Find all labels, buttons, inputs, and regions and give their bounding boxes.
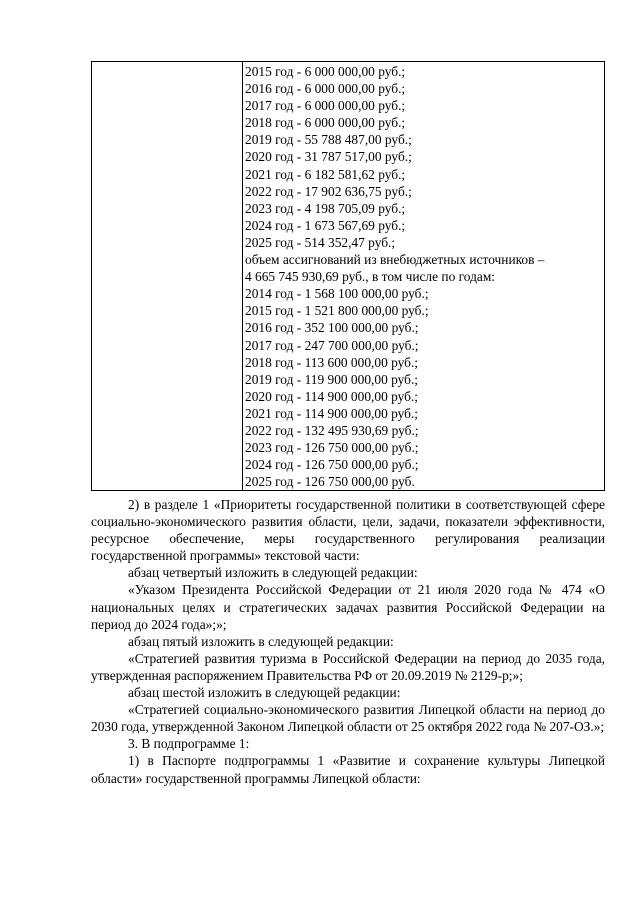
paragraph-6-text: «Стратегией социально-экономического развития Липецкой области на период до 2030 года, утвержденной Законом Липецкой области от 25 октября 2022 года № 207-ОЗ.»; bbox=[91, 702, 605, 735]
funding-line: 2017 год - 6 000 000,00 руб.; bbox=[245, 98, 406, 114]
funding-line: 2025 год - 126 750 000,00 руб. bbox=[245, 474, 415, 490]
funding-line: 2025 год - 514 352,47 руб.; bbox=[245, 234, 396, 250]
funding-line: 2018 год - 6 000 000,00 руб.; bbox=[245, 115, 406, 131]
funding-line: 2024 год - 126 750 000,00 руб.; bbox=[245, 457, 419, 473]
funding-line: 2024 год - 1 673 567,69 руб.; bbox=[245, 217, 406, 233]
funding-line: 2022 год - 17 902 636,75 руб.; bbox=[245, 183, 412, 199]
paragraph-6-heading: абзац шестой изложить в следующей редакции: bbox=[128, 685, 401, 701]
funding-line: 2020 год - 31 787 517,00 руб.; bbox=[245, 149, 412, 165]
paragraph-4-text: «Указом Президента Российской Федерации от 21 июля 2020 года № 474 «О национальных целях и стратегических задачах развития Российской Федерации на период до 2024 года»;»; bbox=[91, 582, 605, 632]
funding-line: 2019 год - 55 788 487,00 руб.; bbox=[245, 132, 412, 148]
paragraph-section-1-amendment: 2) в разделе 1 «Приоритеты государственной политики в соответствующей сфере социально-экономического развития области, цели, задачи, показатели эффективности, ресурсное обеспечение, меры государственного регулирования реализации государственной программы» текстовой части: bbox=[91, 497, 605, 564]
funding-line: 2022 год - 132 495 930,69 руб.; bbox=[245, 422, 419, 438]
funding-table bbox=[91, 61, 605, 491]
funding-line: 2016 год - 352 100 000,00 руб.; bbox=[245, 320, 419, 336]
funding-line: объем ассигнований из внебюджетных источников – bbox=[245, 252, 545, 268]
funding-line: 4 665 745 930,69 руб., в том числе по годам: bbox=[245, 269, 496, 285]
paragraph-4-heading: абзац четвертый изложить в следующей редакции: bbox=[128, 565, 418, 581]
subprogram-passport-text: 1) в Паспорте подпрограммы 1 «Развитие и сохранение культуры Липецкой области» государственной программы Липецкой области: bbox=[91, 753, 605, 786]
funding-line: 2015 год - 6 000 000,00 руб.; bbox=[245, 64, 406, 79]
funding-line: 2017 год - 247 700 000,00 руб.; bbox=[245, 337, 419, 353]
funding-line: 2021 год - 114 900 000,00 руб.; bbox=[245, 405, 419, 421]
funding-line: 2021 год - 6 182 581,62 руб.; bbox=[245, 166, 406, 182]
funding-line: 2019 год - 119 900 000,00 руб.; bbox=[245, 371, 419, 387]
table-column-divider bbox=[242, 62, 243, 490]
funding-line: 2016 год - 6 000 000,00 руб.; bbox=[245, 81, 406, 97]
funding-line: 2023 год - 126 750 000,00 руб.; bbox=[245, 440, 419, 456]
funding-line: 2020 год - 114 900 000,00 руб.; bbox=[245, 388, 419, 404]
paragraph-5-text: «Стратегией развития туризма в Российской Федерации на период до 2035 года, утвержденная распоряжением Правительства РФ от 20.09.2019 № 2129-р;»; bbox=[91, 650, 605, 683]
document-body bbox=[91, 496, 605, 787]
funding-line: 2014 год - 1 568 100 000,00 руб.; bbox=[245, 286, 429, 302]
funding-line: 2023 год - 4 198 705,09 руб.; bbox=[245, 200, 406, 216]
paragraph-5-heading: абзац пятый изложить в следующей редакции: bbox=[128, 633, 394, 649]
funding-line: 2015 год - 1 521 800 000,00 руб.; bbox=[245, 303, 429, 319]
funding-line: 2018 год - 113 600 000,00 руб.; bbox=[245, 354, 419, 370]
subprogram-heading: 3. В подпрограмме 1: bbox=[128, 736, 250, 752]
funding-cell bbox=[245, 63, 602, 490]
